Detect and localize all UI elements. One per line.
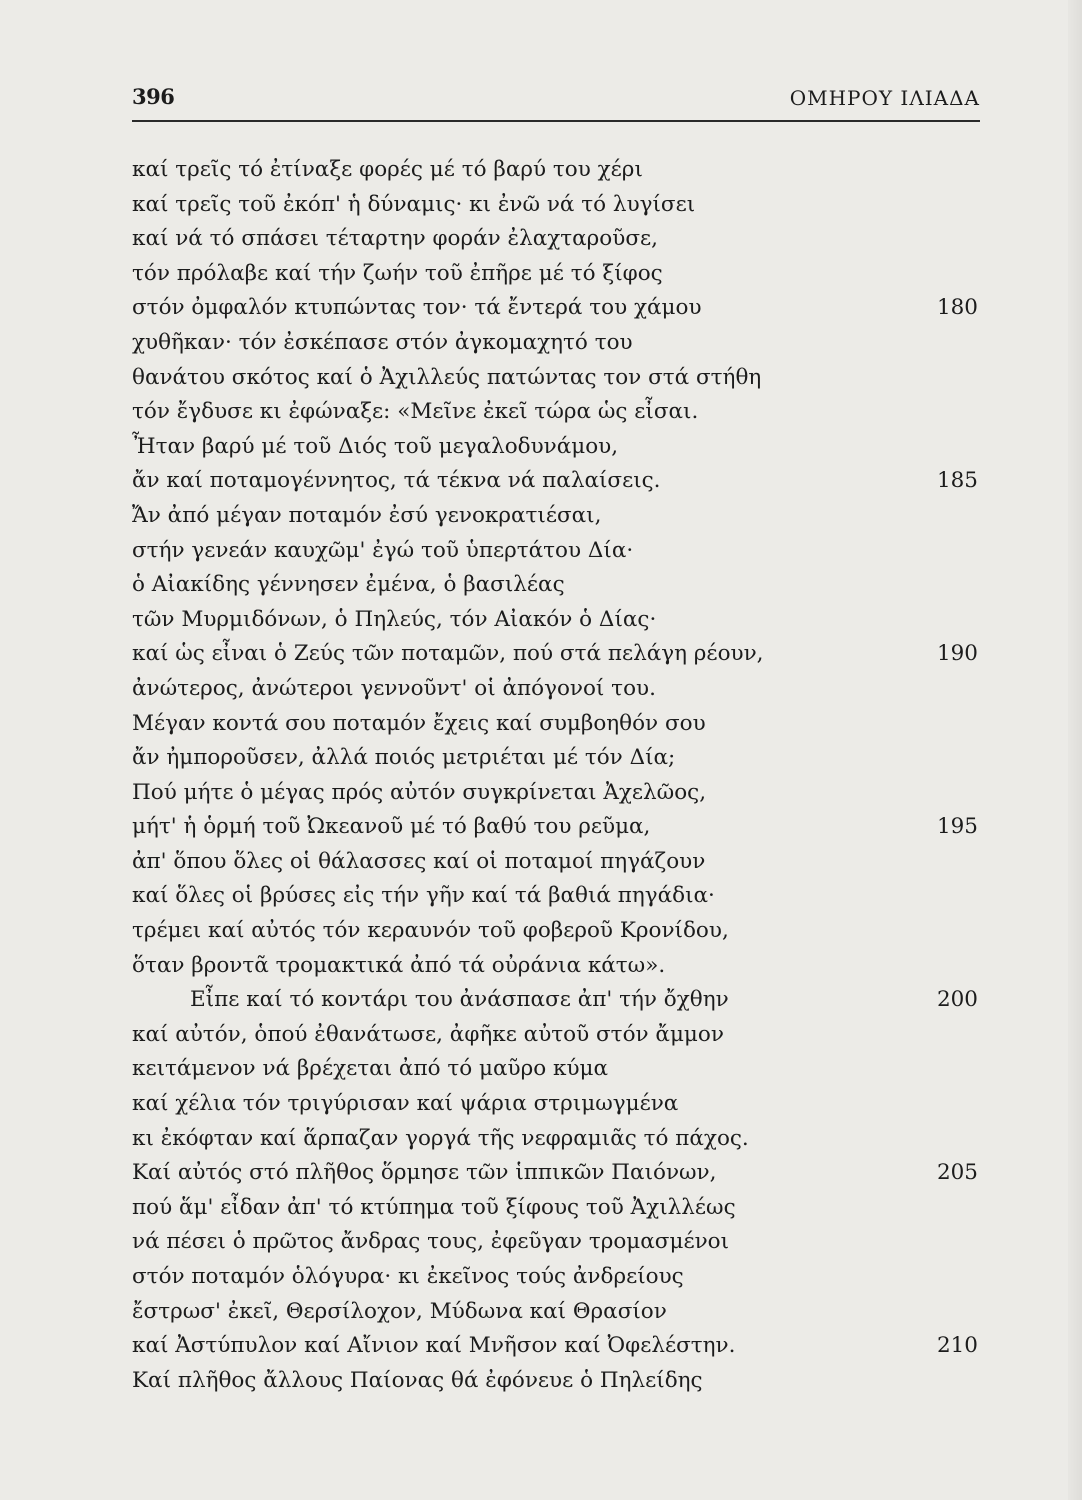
line-number: 210 bbox=[936, 1333, 978, 1359]
verse-text: καί ὅλες οἱ βρύσες εἰς τήν γῆν καί τά βαθιά πηγάδια· bbox=[132, 883, 715, 909]
verse-text: θανάτου σκότος καί ὁ Ἀχιλλεύς πατώντας τον στά στήθη bbox=[132, 364, 762, 390]
verse-text: ἄν καί ποταμογέννητος, τά τέκνα νά παλαίσεις. bbox=[132, 468, 661, 494]
line-number: 180 bbox=[936, 295, 978, 321]
verse-line bbox=[132, 1260, 982, 1295]
verse-text: στήν γενεάν καυχῶμ' ἐγώ τοῦ ὑπερτάτου Δία· bbox=[132, 537, 634, 563]
verse-line bbox=[132, 361, 982, 396]
verse-text: Εἶπε καί τό κοντάρι του ἀνάσπασε ἀπ' τήν ὄχθην bbox=[190, 987, 729, 1013]
verse-line bbox=[132, 1018, 982, 1053]
verse-text: Μέγαν κοντά σου ποταμόν ἔχεις καί συμβοηθόν σου bbox=[132, 710, 706, 736]
verse-text: Πού μήτε ὁ μέγας πρός αὐτόν συγκρίνεται Ἀχελῶος, bbox=[132, 779, 707, 805]
verse-text: τρέμει καί αὐτός τόν κεραυνόν τοῦ φοβεροῦ Κρονίδου, bbox=[132, 918, 729, 944]
verse-line bbox=[132, 188, 982, 223]
page-edge-shadow bbox=[1068, 0, 1082, 1500]
verse-line bbox=[132, 326, 982, 361]
verse-line bbox=[132, 464, 982, 499]
verse-line bbox=[132, 430, 982, 465]
verse-line bbox=[132, 1225, 982, 1260]
verse-line bbox=[132, 879, 982, 914]
verse-line bbox=[132, 534, 982, 569]
header-rule bbox=[132, 120, 980, 122]
verse-text: ἄν ἠμποροῦσεν, ἀλλά ποιός μετριέται μέ τόν Δία; bbox=[132, 745, 676, 771]
verse-line bbox=[132, 603, 982, 638]
verse-line bbox=[132, 983, 982, 1018]
verse-text: Ἄν ἀπό μέγαν ποταμόν ἐσύ γενοκρατιέσαι, bbox=[132, 502, 602, 528]
verse-line bbox=[132, 568, 982, 603]
verse-text: τῶν Μυρμιδόνων, ὁ Πηλεύς, τόν Αἰακόν ὁ Δίας· bbox=[132, 606, 657, 632]
verse-line bbox=[132, 1364, 982, 1399]
verse-line bbox=[132, 1052, 982, 1087]
verse-line bbox=[132, 672, 982, 707]
verse-line bbox=[132, 222, 982, 257]
verse-block bbox=[132, 153, 982, 1398]
verse-text: καί χέλια τόν τριγύρισαν καί ψάρια στριμωγμένα bbox=[132, 1091, 679, 1117]
verse-text: Ἦταν βαρύ μέ τοῦ Διός τοῦ μεγαλοδυνάμου, bbox=[132, 433, 619, 459]
verse-line bbox=[132, 949, 982, 984]
verse-text: καί ὡς εἶναι ὁ Ζεύς τῶν ποταμῶν, πού στά πελάγη ρέουν, bbox=[132, 641, 764, 667]
line-number: 195 bbox=[936, 814, 978, 840]
line-number: 200 bbox=[936, 987, 978, 1013]
verse-line bbox=[132, 257, 982, 292]
verse-text: ὅταν βροντᾶ τρομακτικά ἀπό τά οὐράνια κάτω». bbox=[132, 952, 666, 978]
verse-text: καί νά τό σπάσει τέταρτην φοράν ἐλαχταροῦσε, bbox=[132, 226, 658, 252]
verse-text: ὁ Αἰακίδης γέννησεν ἐμένα, ὁ βασιλέας bbox=[132, 572, 565, 598]
verse-line bbox=[132, 1191, 982, 1226]
verse-line bbox=[132, 845, 982, 880]
verse-text: καί τρεῖς τοῦ ἐκόπ' ἡ δύναμις· κι ἐνῶ νά τό λυγίσει bbox=[132, 191, 696, 217]
verse-line bbox=[132, 1295, 982, 1330]
verse-line bbox=[132, 291, 982, 326]
verse-line bbox=[132, 395, 982, 430]
verse-text: ἀνώτερος, ἀνώτεροι γεννοῦντ' οἱ ἀπόγονοί του. bbox=[132, 675, 656, 701]
running-title: ΟΜΗΡΟΥ ΙΛΙΑΔΑ bbox=[789, 86, 980, 110]
verse-text: Καί πλῆθος ἄλλους Παίονας θά ἐφόνευε ὁ Πηλείδης bbox=[132, 1367, 703, 1393]
verse-text: μήτ' ἡ ὁρμή τοῦ Ὠκεανοῦ μέ τό βαθύ του ρεῦμα, bbox=[132, 814, 651, 840]
verse-text: Καί αὐτός στό πλῆθος ὅρμησε τῶν ἱππικῶν Παιόνων, bbox=[132, 1160, 717, 1186]
verse-text: τόν ἔγδυσε κι ἐφώναξε: «Μεῖνε ἐκεῖ τώρα ὡς εἶσαι. bbox=[132, 399, 699, 425]
verse-text: κειτάμενον νά βρέχεται ἀπό τό μαῦρο κύμα bbox=[132, 1056, 609, 1082]
verse-line bbox=[132, 707, 982, 742]
verse-line bbox=[132, 1122, 982, 1157]
verse-line bbox=[132, 810, 982, 845]
verse-line bbox=[132, 741, 982, 776]
verse-text: στόν ποταμόν ὁλόγυρα· κι ἐκεῖνος τούς ἀνδρείους bbox=[132, 1264, 684, 1289]
line-number: 190 bbox=[936, 641, 978, 667]
verse-line bbox=[132, 914, 982, 949]
verse-line bbox=[132, 1087, 982, 1122]
verse-text: τόν πρόλαβε καί τήν ζωήν τοῦ ἐπῆρε μέ τό ξίφος bbox=[132, 260, 663, 286]
verse-line bbox=[132, 1156, 982, 1191]
page-header bbox=[132, 84, 980, 114]
verse-text: νά πέσει ὁ πρῶτος ἄνδρας τους, ἐφεῦγαν τρομασμένοι bbox=[132, 1229, 730, 1255]
line-number: 185 bbox=[936, 468, 978, 494]
verse-line bbox=[132, 1329, 982, 1364]
verse-line bbox=[132, 499, 982, 534]
verse-text: καί Ἀστύπυλον καί Αἴνιον καί Μνῆσον καί Ὀφελέστην. bbox=[132, 1333, 736, 1359]
verse-text: καί αὐτόν, ὁπού ἐθανάτωσε, ἀφῆκε αὐτοῦ στόν ἄμμον bbox=[132, 1021, 724, 1047]
verse-text: ἔστρωσ' ἐκεῖ, Θερσίλοχον, Μύδωνα καί Θρασίον bbox=[132, 1298, 667, 1324]
verse-text: στόν ὀμφαλόν κτυπώντας τον· τά ἔντερά του χάμου bbox=[132, 295, 702, 321]
verse-text: καί τρεῖς τό ἐτίναξε φορές μέ τό βαρύ του χέρι bbox=[132, 157, 643, 182]
verse-line bbox=[132, 153, 982, 188]
verse-text: πού ἅμ' εἶδαν ἀπ' τό κτύπημα τοῦ ξίφους τοῦ Ἀχιλλέως bbox=[132, 1194, 736, 1220]
verse-text: κι ἐκόφταν καί ἅρπαζαν γοργά τῆς νεφραμιᾶς τό πάχος. bbox=[132, 1125, 749, 1151]
page-number: 396 bbox=[132, 84, 175, 109]
verse-text: ἀπ' ὅπου ὅλες οἱ θάλασσες καί οἱ ποταμοί πηγάζουν bbox=[132, 848, 706, 874]
line-number: 205 bbox=[936, 1160, 978, 1186]
verse-line bbox=[132, 637, 982, 672]
verse-text: χυθῆκαν· τόν ἐσκέπασε στόν ἀγκομαχητό του bbox=[132, 329, 633, 355]
verse-line bbox=[132, 776, 982, 811]
